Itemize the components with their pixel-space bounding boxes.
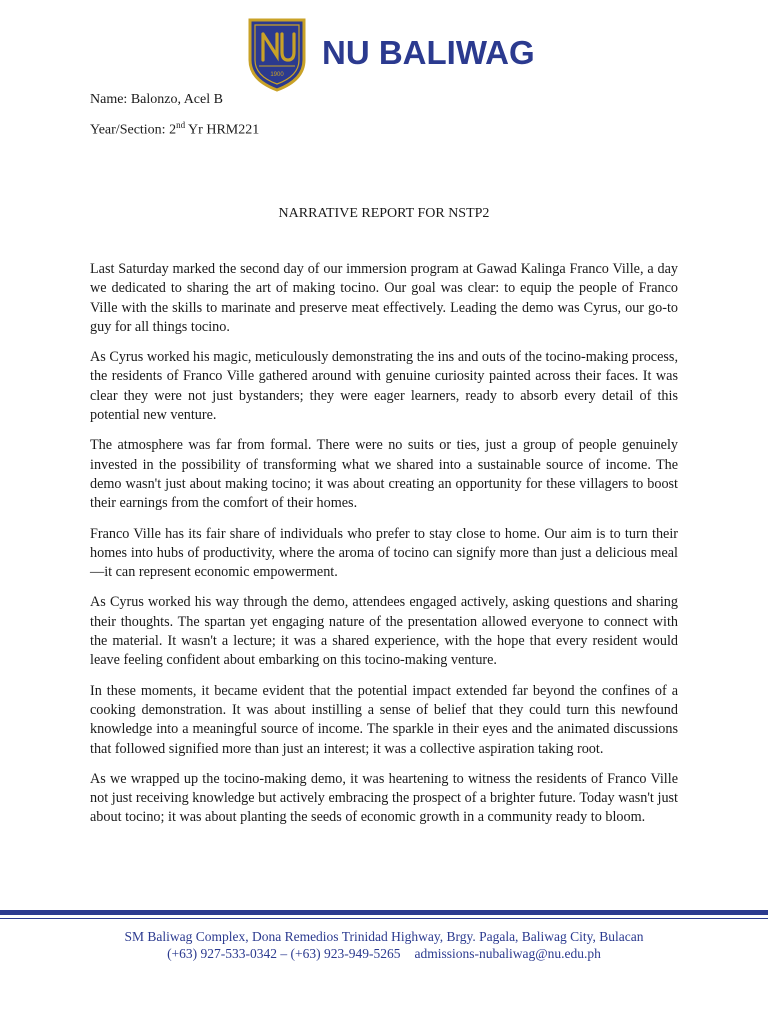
footer-contact <box>0 946 768 962</box>
paragraph: The atmosphere was far from formal. There were no suits or ties, just a group of people genuinely invested in the possibility of transforming what we shared into a sustainable source of income. The demo wasn't just about making tocino; it was about creating an opportunity for these villagers to boost their earnings from the comfort of their homes. <box>90 437 678 512</box>
report-title: NARRATIVE REPORT FOR NSTP2 <box>278 206 490 221</box>
paragraph: Last Saturday marked the second day of our immersion program at Gawad Kalinga Franco Ville, a day we dedicated to sharing the art of making tocino. Our goal was clear: to equip the people of Franco Ville with the skills to marinate and preserve meat effectively. Leading the demo was Cyrus, our go-to guy for all things tocino. <box>90 261 678 335</box>
footer-divider-thin <box>0 918 768 919</box>
footer-divider <box>0 910 768 915</box>
student-section <box>90 120 259 139</box>
paragraph: As Cyrus worked his magic, meticulously demonstrating the ins and outs of the tocino-making process, the residents of Franco Ville gathered around with genuine curiosity painted across their faces. It was clear they were not just bystanders; they were eager learners, ready to absorb every detail of this potential new venture. <box>90 349 678 424</box>
nu-seal-logo <box>244 16 310 92</box>
paragraph: In these moments, it became evident that the potential impact extended far beyond the confines of a cooking demonstration. It was about instilling a sense of belief that they could turn this newfound knowledge into a meaningful source of income. The sparkle in their eyes and the animated discussions that followed signified more than just an interest; it was a collective aspiration taking root. <box>90 682 678 757</box>
brand-name: NU BALIWAG <box>322 34 535 71</box>
paragraph: Franco Ville has its fair share of individuals who prefer to stay close to home. Our aim is to turn their homes into hubs of productivity, where the aroma of tocino can signify more than just a delicious meal—it can represent economic empowerment. <box>90 525 678 581</box>
section-ordinal: nd <box>176 120 186 130</box>
seal-year: 1900 <box>270 72 284 78</box>
footer-address: SM Baliwag Complex, Dona Remedios Trinidad Highway, Brgy. Pagala, Baliwag City, Bulacan <box>124 929 644 944</box>
paragraph: As we wrapped up the tocino-making demo, it was heartening to witness the residents of Franco Ville not just receiving knowledge but actively embracing the prospect of a brighter future. Today wasn't just about tocino; it was about planting the seeds of economic growth in a community ready to bloom. <box>90 770 678 826</box>
section-prefix: Year/Section: 2 <box>90 122 177 138</box>
report-body <box>90 260 678 839</box>
student-name: Name: Balonzo, Acel B <box>90 92 223 107</box>
footer-phones: (+63) 927-533-0342 – (+63) 923-949-5265 <box>167 946 401 961</box>
letterhead <box>0 16 768 96</box>
footer-email: admissions-nubaliwag@nu.edu.ph <box>414 946 601 961</box>
paragraph: As Cyrus worked his way through the demo, attendees engaged actively, asking questions and sharing their thoughts. The spartan yet engaging nature of the presentation allowed everyone to connect with the material. It wasn't a lecture; it was a shared experience, with the hope that every resident would leave feeling confident about embarking on this tocino-making venture. <box>90 594 678 669</box>
section-suffix: Yr HRM221 <box>185 122 260 138</box>
